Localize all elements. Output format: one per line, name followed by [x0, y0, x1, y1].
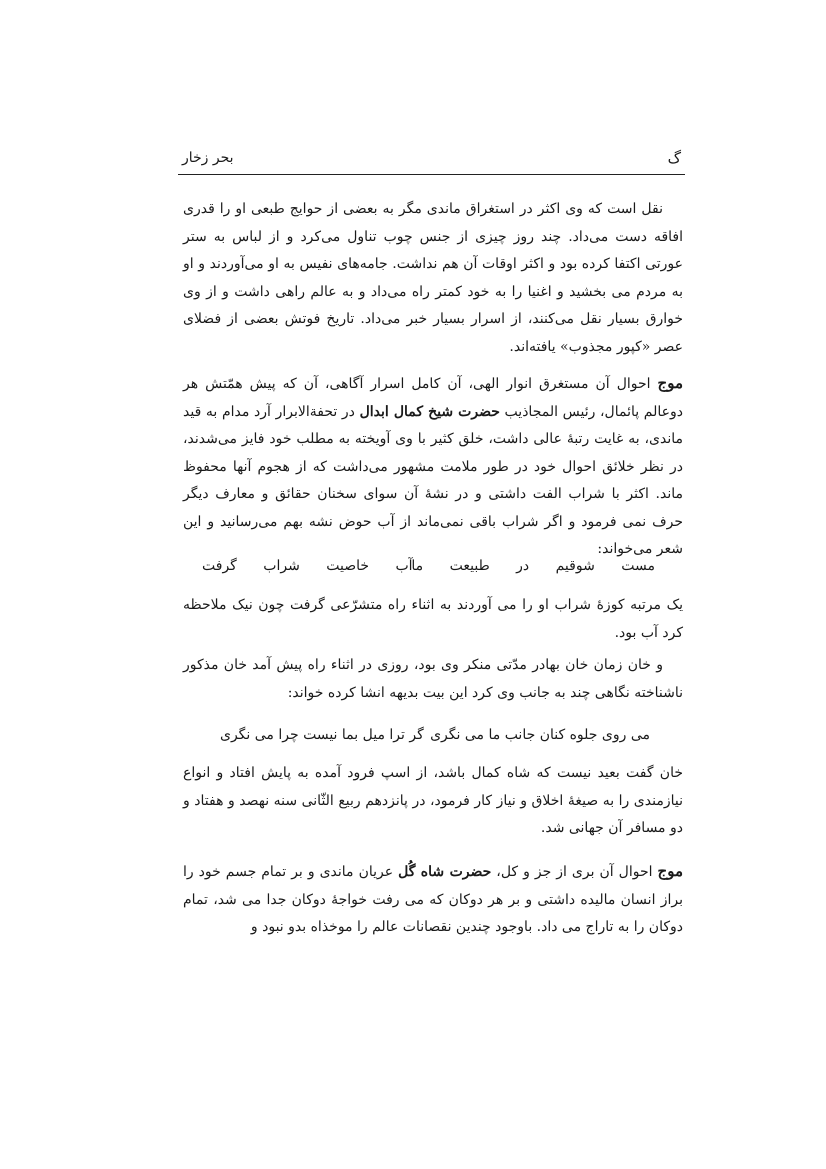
paragraph-6	[183, 858, 683, 942]
paragraph-2	[183, 370, 683, 564]
running-title: بحر زخار	[182, 150, 234, 166]
paragraph-6-part1: احوال آن بری از جز و کل،	[496, 864, 653, 880]
paragraph-2-part2: در تحفةالابرار آرد مدام به قید ماندی، به غایت رتبهٔ عالی داشت، خلق کثیر با وی آویخته به مطلب خود فایز می‌شدند، در نظر خلائق احوال خود در طور ملامت مشهور می‌داشت که از هجوم آنها محفوظ ماند. اکثر با شراب الفت داشتی و در نشهٔ آن سوای سخنان حقائق و معارف دیگر حرف نمی فرمود و اگر شراب باقی نمی‌ماند از آب حوض نشه بهم می‌رسانید و این شعر می‌خواند:	[183, 403, 683, 557]
paragraph-4: و خان زمان خان بهادر مدّتی منکر وی بود، روزی در اثناء راه پیش آمد خان مذکور ناشناخته نگاهی چند به جانب وی کرد این بیت بدیهه انشا کرده خواند:	[183, 657, 683, 701]
running-header	[178, 148, 685, 175]
verse-2	[220, 727, 650, 755]
page-number: گ	[667, 149, 681, 167]
paragraph-6-part2: عریان ماندی و بر تمام جسم خود را براز انسان مالیده داشتی و بر هر دوکان که می رفت خواجهٔ دوکان جدا می شد، تمام دوکان را به تاراج می داد. باوجود چندین نقصانات عالم را موخذاه بدو نبود و	[183, 864, 683, 935]
verse-1	[190, 558, 655, 586]
saint-name: حضرت شیخ کمال ابدال	[359, 403, 500, 420]
paragraph-2-part1: احوال آن مستغرق انوار الهی، آن کامل اسرار آگاهی، آن که پیش همّتش هر دوعالم پائمال، رئیس المجاذیب	[183, 376, 683, 420]
verse-2-hemistich-1: می روی جلوه کنان جانب ما می نگری	[430, 727, 650, 743]
saint-name: حضرت شاه گُل	[398, 864, 492, 880]
verse-1-hemistich-2: آب خاصیت شراب گرفت	[202, 558, 413, 574]
verse-2-hemistich-2: گر ترا میل بما نیست چرا می نگری	[220, 727, 424, 743]
entry-keyword: موج	[657, 374, 684, 392]
paragraph-1: نقل است که وی اکثر در استغراق ماندی مگر به بعضی از حوایج طبعی او را قدری افاقه دست می‌داد. چند روز چیزی از جنس چوب تناول می‌کرد و از لباس به ستر عورتی اکتفا کرده بود و اکثر اوقات آن هم نداشت. جامه‌های نفیس به او می‌آوردند و او به مردم می بخشید و اغنیا را به خود کمتر راه می‌داد و به عالم راهی داشت و از وی خوارق بسیار نقل می‌کنند، از اسرار بسیار خبر می‌داد. تاریخ فوتش بعضی از فضلای عصر «کپور مجذوب» یافته‌اند.	[183, 201, 684, 355]
paragraph-3: یک مرتبه کوزهٔ شراب او را می آوردند به اثناء راه متشرّعی گرفت چون نیک ملاحظه کرد آب بود.	[183, 597, 683, 641]
paragraph-5: خان گفت بعید نیست که شاه کمال باشد، از اسپ فرود آمده به پایش افتاد و انواع نیازمندی را به صیغهٔ اخلاق و نیاز کار فرمود، در پانزدهم ربیع الثّانی سنه نهصد و هفتاد و دو مسافر آن جهانی شد.	[183, 765, 683, 836]
entry-keyword: موج	[657, 862, 684, 880]
verse-1-hemistich-1: مست شوقیم در طبیعت ما	[411, 558, 655, 574]
